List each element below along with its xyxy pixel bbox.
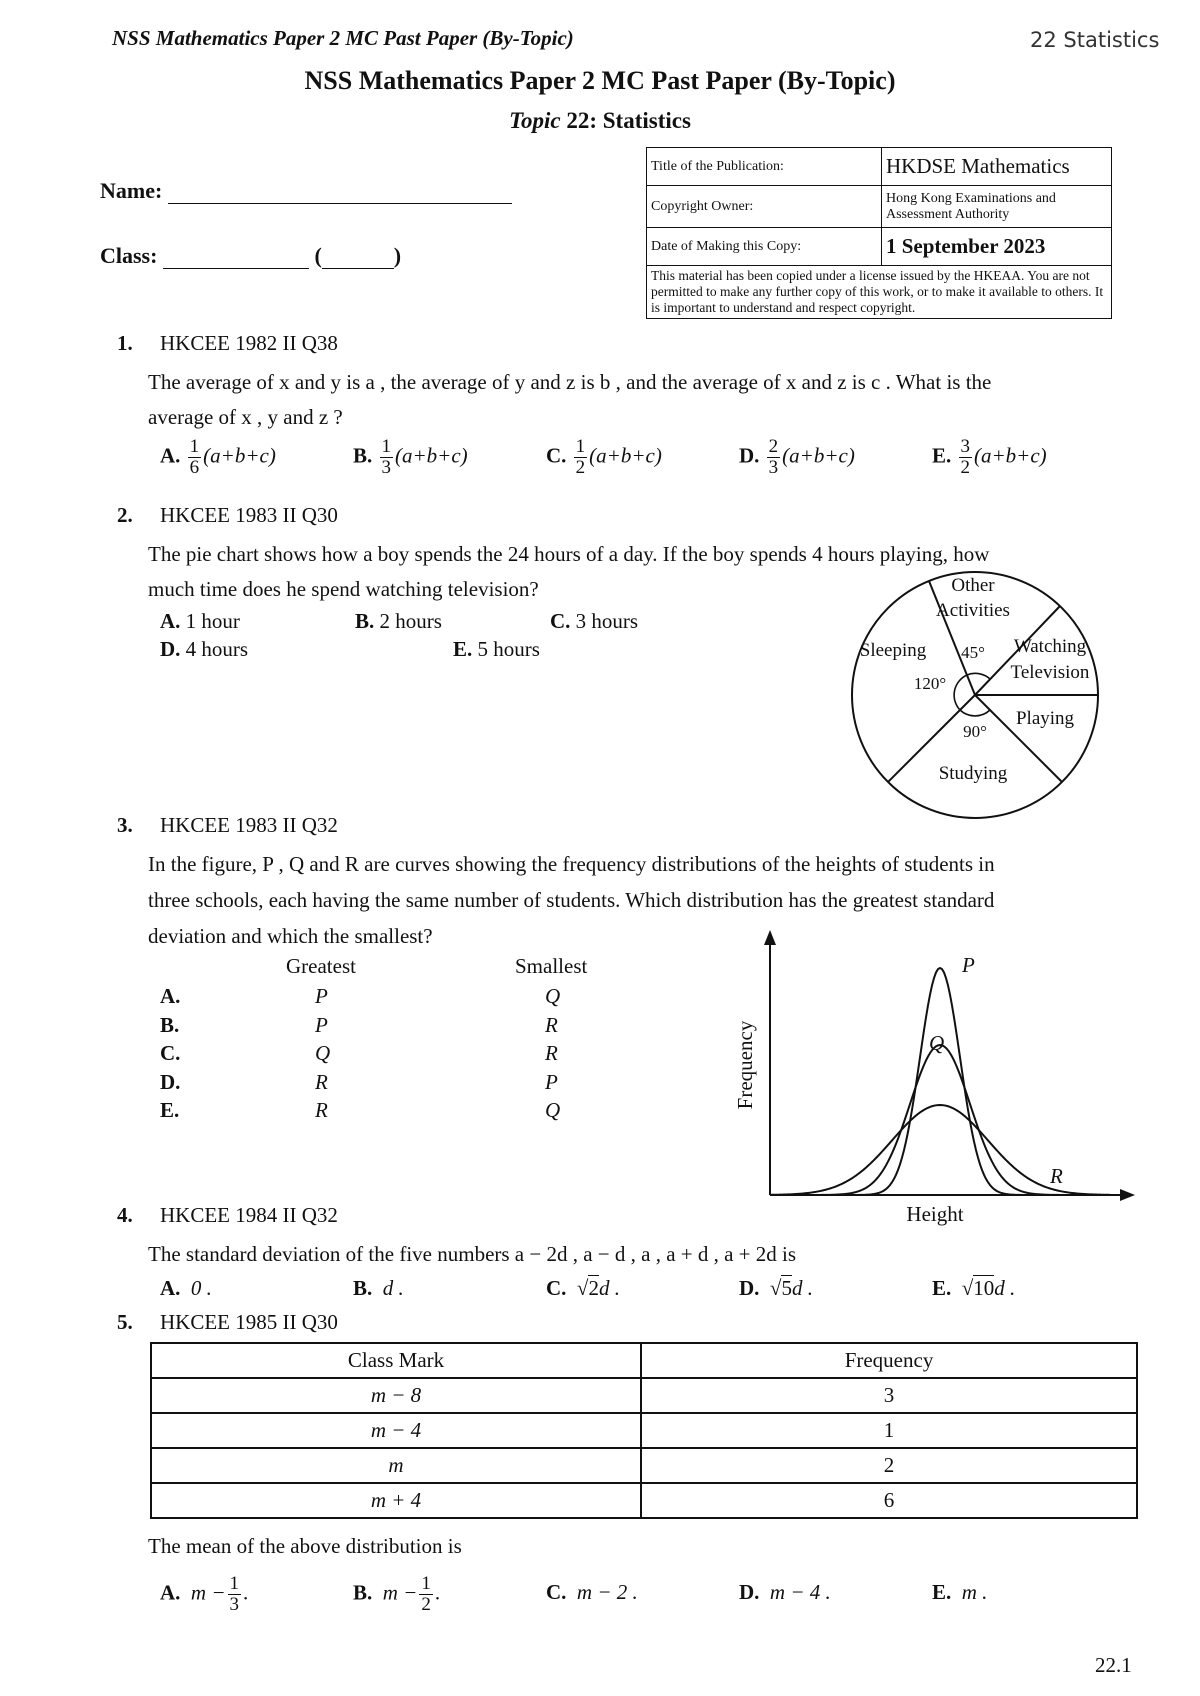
question-number: 1.	[117, 331, 133, 355]
pie-chart	[840, 570, 1115, 830]
table-header: Class Mark	[151, 1343, 641, 1378]
angle-arc	[960, 710, 990, 716]
option-c[interactable]: C. √2d .	[546, 1276, 620, 1300]
topic-rest: 22: Statistics	[566, 108, 691, 133]
page-title: NSS Mathematics Paper 2 MC Past Paper (By-Topic)	[304, 66, 896, 95]
table-cell: m − 4	[151, 1413, 641, 1448]
question-number: 2.	[117, 503, 133, 527]
table-row	[151, 1448, 1137, 1483]
option-b[interactable]: B. 2 hours	[355, 609, 442, 633]
option-b[interactable]: B. $\frac{1}{3}$ (a+b+c)	[353, 436, 468, 478]
option-e[interactable]: E. m .	[932, 1580, 988, 1605]
table-row	[151, 1413, 1137, 1448]
class-number-blank[interactable]	[322, 248, 394, 269]
option-a[interactable]: A. 0 .	[160, 1276, 212, 1300]
copyright-key: Title of the Publication:	[647, 148, 882, 186]
pie-angle-45: 45°	[961, 643, 985, 662]
q5-options	[160, 1574, 1072, 1615]
class-paren-open: (	[314, 243, 322, 268]
table-cell: 3	[641, 1378, 1137, 1413]
class-paren-close: )	[393, 243, 402, 268]
q1-options	[160, 437, 1112, 478]
option-e[interactable]: E. √10d .	[932, 1276, 1016, 1300]
question-text: average of x , y and z ?	[148, 405, 343, 429]
option-a[interactable]: A. P Q	[160, 984, 561, 1008]
table-cell: m − 8	[151, 1378, 641, 1413]
x-axis-arrow	[1120, 1189, 1135, 1201]
question-number: 4.	[117, 1203, 133, 1227]
table-row	[151, 1483, 1137, 1518]
class-blank[interactable]	[163, 248, 309, 269]
pie-angle-120: 120°	[913, 674, 947, 693]
table-row	[151, 1378, 1137, 1413]
running-header-title: NSS Mathematics Paper 2 MC Past Paper (By-Topic)	[112, 26, 574, 50]
copyright-key: Date of Making this Copy:	[647, 228, 882, 266]
table-cell: 1	[641, 1413, 1137, 1448]
option-e[interactable]: E. 5 hours	[453, 637, 540, 661]
table-cell: m	[151, 1448, 641, 1483]
question-source: HKCEE 1983 II Q32	[160, 813, 338, 837]
option-c[interactable]: C. m − 2 .	[546, 1580, 638, 1605]
question-source: HKCEE 1984 II Q32	[160, 1203, 338, 1227]
question-source: HKCEE 1982 II Q38	[160, 331, 338, 355]
question-text: In the figure, P , Q and R are curves showing the frequency distributions of the heights of students in	[148, 852, 995, 876]
copyright-box	[646, 147, 1112, 319]
option-a[interactable]: A. $\frac{1}{6}$ (a+b+c)	[160, 436, 276, 478]
angle-arc	[967, 673, 990, 679]
curve-p	[770, 968, 1110, 1195]
pie-label-studying: Studying	[938, 763, 1008, 784]
curve-label-q: Q	[929, 1031, 945, 1055]
curve-label-p: P	[962, 953, 975, 977]
option-e[interactable]: E. R Q	[160, 1098, 561, 1122]
question-text: much time does he spend watching television?	[148, 577, 539, 601]
question-source: HKCEE 1985 II Q30	[160, 1310, 338, 1334]
col-header-greatest: Greatest	[286, 954, 356, 978]
copyright-value: Hong Kong Examinations and Assessment Authority	[882, 186, 1112, 228]
pie-label-television: Television	[1010, 662, 1090, 683]
class-field	[100, 243, 401, 269]
table-cell: 6	[641, 1483, 1137, 1518]
curve-label-r: R	[1050, 1164, 1063, 1188]
pie-label-activities: Activities	[936, 600, 1010, 621]
copyright-note: This material has been copied under a license issued by the HKEAA. You are not permitted to make any further copy of this work, or to make it available to others. It is important to understand and respect copyright.	[647, 266, 1112, 319]
pie-label-sleeping: Sleeping	[859, 640, 927, 661]
option-b[interactable]: B. d .	[353, 1276, 404, 1300]
question-text: deviation and which the smallest?	[148, 924, 433, 948]
q4-options	[160, 1276, 1102, 1301]
question-text: The standard deviation of the five numbers a − 2d , a − d , a , a + d , a + 2d is	[148, 1242, 797, 1266]
option-e[interactable]: E. $\frac{3}{2}$ (a+b+c)	[932, 436, 1047, 478]
option-d[interactable]: D. 4 hours	[160, 637, 249, 661]
pie-label-playing: Playing	[1015, 708, 1075, 729]
question-text: The average of x and y is a , the average of y and z is b , and the average of x and z is c . What is the	[148, 370, 992, 394]
q3-options	[160, 982, 610, 1125]
question-text: The pie chart shows how a boy spends the 24 hours of a day. If the boy spends 4 hours playing, how	[148, 542, 990, 566]
y-axis-arrow	[764, 930, 776, 945]
question-number: 5.	[117, 1310, 133, 1334]
frequency-table	[150, 1342, 1138, 1519]
x-axis-label: Height	[906, 1202, 964, 1226]
option-c[interactable]: C. $\frac{1}{2}$ (a+b+c)	[546, 436, 662, 478]
pie-label-watching: Watching	[1013, 636, 1087, 657]
table-cell: m + 4	[151, 1483, 641, 1518]
name-label: Name:	[100, 178, 163, 203]
copyright-key: Copyright Owner:	[647, 186, 882, 228]
copyright-value: 1 September 2023	[882, 228, 1112, 266]
pie-angle-90: 90°	[963, 722, 987, 741]
col-header-smallest: Smallest	[515, 954, 588, 978]
table-header: Frequency	[641, 1343, 1137, 1378]
question-number: 3.	[117, 813, 133, 837]
page-subtitle	[0, 108, 1200, 134]
option-a[interactable]: A. 1 hour	[160, 609, 240, 633]
pie-label-other: Other	[951, 575, 995, 596]
question-text: The mean of the above distribution is	[148, 1534, 462, 1558]
option-d[interactable]: D. $\frac{2}{3}$ (a+b+c)	[739, 436, 855, 478]
option-d[interactable]: D. m − 4 .	[739, 1580, 831, 1605]
option-d[interactable]: D. √5d .	[739, 1276, 813, 1300]
distribution-graph	[730, 925, 1140, 1230]
option-b[interactable]: B. m − $\frac{1}{2}$ .	[353, 1573, 441, 1615]
topic-word: Topic	[509, 108, 561, 133]
table-cell: 2	[641, 1448, 1137, 1483]
option-c[interactable]: C. Q R	[160, 1041, 558, 1065]
question-text: three schools, each having the same number of students. Which distribution has the greatest standard	[148, 888, 995, 912]
y-axis-label: Frequency	[733, 1020, 757, 1110]
option-d[interactable]: D. R P	[160, 1069, 558, 1094]
page-number: 22.1	[1095, 1653, 1132, 1677]
name-blank[interactable]	[168, 183, 512, 204]
option-c[interactable]: C. 3 hours	[550, 609, 639, 633]
copyright-value: HKDSE Mathematics	[882, 148, 1112, 186]
option-a[interactable]: A. m − $\frac{1}{3}$ .	[160, 1573, 249, 1615]
name-field	[100, 178, 512, 204]
running-header-topic: 22 Statistics	[1030, 28, 1160, 52]
option-b[interactable]: B. P R	[160, 1012, 558, 1037]
class-label: Class:	[100, 243, 158, 268]
question-source: HKCEE 1983 II Q30	[160, 503, 338, 527]
